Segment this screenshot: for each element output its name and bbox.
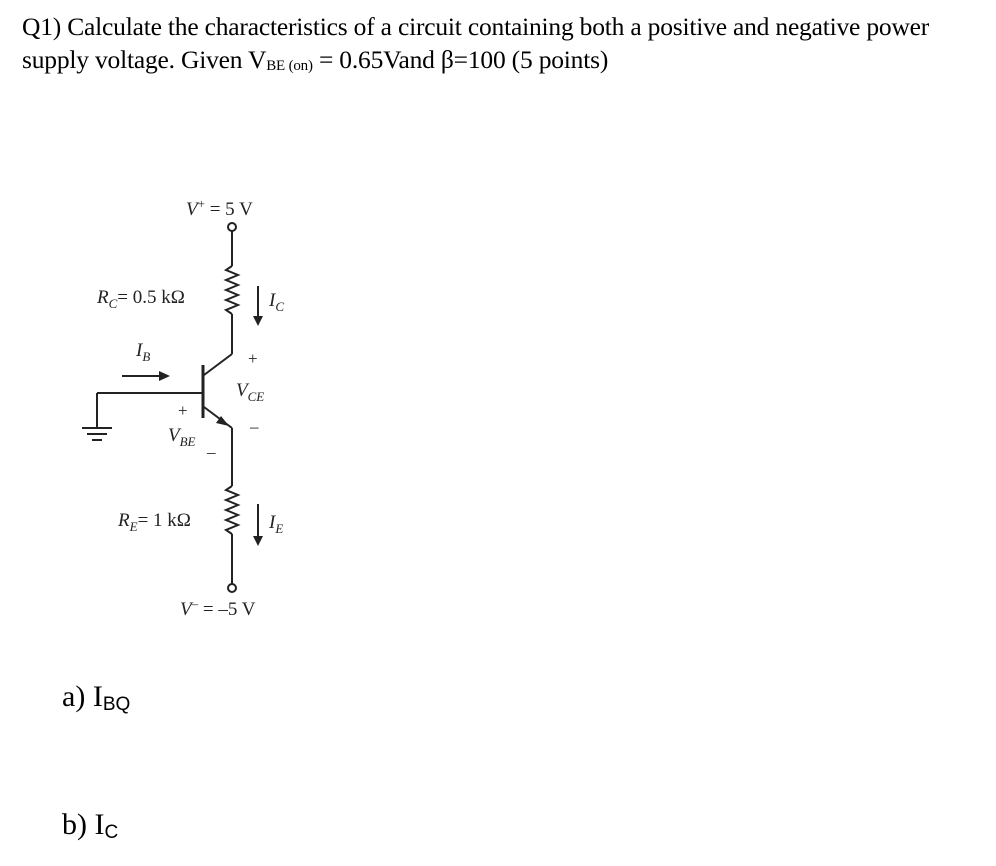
vce-plus: +	[248, 349, 258, 368]
ie-label: $I_E$	[269, 512, 284, 536]
answer-a-label: a)	[62, 680, 86, 713]
vce-label: $V_{CE}$	[236, 380, 265, 404]
ground-icon	[82, 428, 112, 440]
vbe-minus: _	[207, 437, 216, 456]
re-label: $R_E= 1$ kΩ	[118, 510, 191, 534]
vbe-on-subscript: BE (on)	[266, 58, 313, 74]
answer-b	[62, 808, 118, 844]
question-body-2: = 0.65Vand β=100 (5 points)	[312, 45, 609, 74]
vbe-plus: +	[178, 401, 188, 420]
answer-b-label: b)	[62, 808, 87, 841]
answer-a-subscript: BQ	[102, 694, 131, 715]
answer-b-symbol: I	[94, 808, 105, 841]
answer-a	[62, 680, 130, 716]
vplus-terminal	[228, 223, 236, 231]
answer-b-subscript: C	[104, 822, 119, 843]
answer-a-symbol: I	[92, 680, 103, 713]
vce-minus: –	[250, 417, 259, 436]
question-number: Q1)	[22, 12, 62, 41]
rc-resistor	[226, 266, 238, 314]
ic-label: $I_C$	[269, 290, 284, 314]
vminus-label: V– = –5 V	[180, 596, 256, 620]
vbe-label: $V_{BE}$	[168, 425, 196, 449]
vplus-label: V+ = 5 V	[186, 196, 253, 220]
rc-label: $R_C= 0.5$ kΩ	[97, 287, 185, 311]
ib-label: $I_B$	[136, 340, 151, 364]
question-body-1: Calculate the characteristics of a circuit containing both a positive and negative power supply voltage. Given V	[22, 12, 930, 74]
vminus-terminal	[228, 584, 236, 592]
re-resistor	[226, 486, 238, 534]
